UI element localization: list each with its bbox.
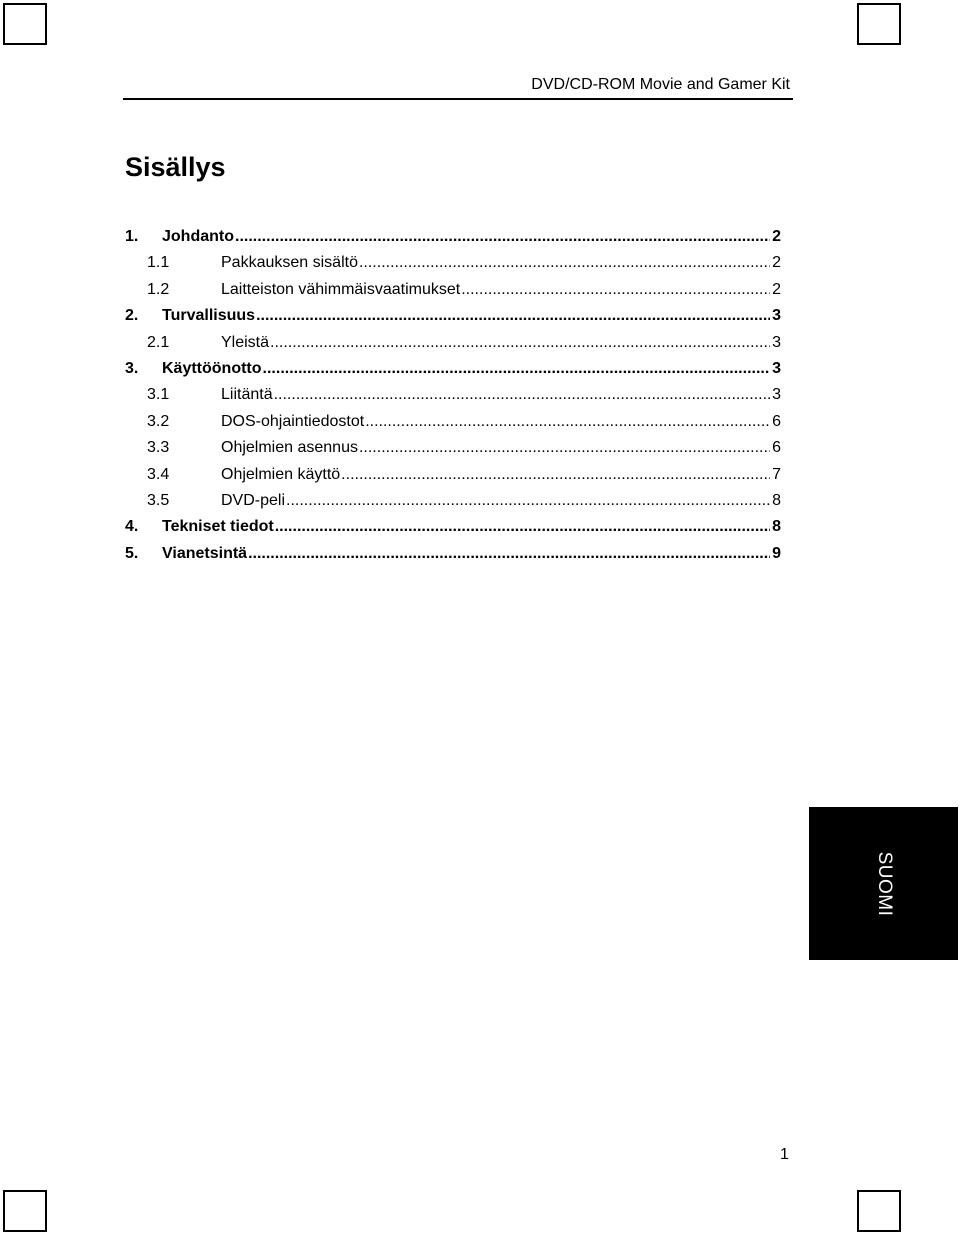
toc-dot-leader	[274, 382, 771, 408]
toc-entry-page: 7	[772, 465, 781, 483]
toc-entry[interactable]	[125, 277, 781, 303]
toc-entry[interactable]	[125, 250, 781, 276]
toc-entry-page: 2	[772, 228, 781, 245]
header-rule	[123, 98, 793, 100]
running-header-title: DVD/CD-ROM Movie and Gamer Kit	[531, 76, 790, 93]
toc-entry-page: 9	[772, 544, 781, 562]
language-thumb-tab	[809, 807, 958, 960]
crop-mark-top-right	[857, 3, 901, 45]
language-tab-label: SUOMI	[873, 851, 895, 916]
toc-entry-title: Käyttöönotto	[162, 359, 262, 377]
toc-entry-page: 6	[772, 439, 781, 457]
toc-dot-leader	[286, 488, 770, 514]
toc-entry-number: 3.5	[147, 491, 170, 509]
toc-entry-title: Vianetsintä	[162, 544, 248, 562]
page-number: 1	[780, 1146, 789, 1163]
toc-entry-title: Ohjelmien käyttö	[221, 465, 341, 483]
toc-entry-number: 5.	[125, 544, 139, 562]
toc-entry-page: 2	[772, 254, 781, 272]
toc-entry[interactable]	[125, 224, 781, 250]
toc-entry[interactable]	[125, 330, 781, 356]
toc-entry[interactable]	[125, 541, 781, 567]
toc-entry-number: 1.	[125, 228, 139, 245]
toc-entry[interactable]	[125, 409, 781, 435]
toc-entry-title: Laitteiston vähimmäisvaatimukset	[221, 280, 461, 298]
toc-dot-leader	[365, 409, 770, 435]
toc-dot-leader	[256, 303, 770, 329]
toc-entry[interactable]	[125, 356, 781, 382]
toc-entry-page: 2	[772, 280, 781, 298]
toc-entry-number: 3.4	[147, 465, 170, 483]
toc-dot-leader	[270, 330, 770, 356]
toc-entry[interactable]	[125, 514, 781, 540]
toc-entry-page: 8	[772, 491, 781, 509]
toc-entry[interactable]	[125, 462, 781, 488]
page-title: Sisällys	[125, 152, 226, 182]
toc-dot-leader	[248, 541, 770, 567]
toc-entry[interactable]	[125, 435, 781, 461]
toc-dot-leader	[341, 462, 770, 488]
toc-dot-leader	[359, 435, 770, 461]
toc-dot-leader	[275, 514, 770, 540]
toc-entry[interactable]	[125, 303, 781, 329]
toc-entry-number: 4.	[125, 518, 139, 536]
toc-entry-title: DOS-ohjaintiedostot	[221, 412, 365, 430]
toc-entry-number: 2.1	[147, 333, 170, 351]
crop-mark-bottom-right	[857, 1190, 901, 1232]
toc-entry[interactable]	[125, 382, 781, 408]
toc-entry-page: 6	[772, 412, 781, 430]
toc-entry-number: 1.2	[147, 280, 170, 298]
toc-entry-title: Liitäntä	[221, 386, 273, 404]
toc-entry-title: Ohjelmien asennus	[221, 439, 358, 457]
toc-entry-number: 3.	[125, 359, 139, 377]
toc-entry-title: Tekniset tiedot	[162, 518, 274, 536]
table-of-contents	[125, 224, 781, 567]
toc-entry-title: DVD-peli	[221, 491, 286, 509]
toc-entry-page: 3	[772, 333, 781, 351]
toc-entry-title: Yleistä	[221, 333, 270, 351]
toc-entry-title: Pakkauksen sisältö	[221, 254, 358, 272]
toc-entry-title: Turvallisuus	[162, 307, 256, 325]
toc-entry-number: 1.1	[147, 254, 170, 272]
crop-mark-bottom-left	[3, 1190, 47, 1232]
toc-dot-leader	[235, 224, 770, 250]
toc-entry-number: 3.2	[147, 412, 170, 430]
crop-mark-top-left	[3, 3, 47, 45]
toc-entry-number: 3.1	[147, 386, 170, 404]
toc-dot-leader	[263, 356, 771, 382]
toc-entry-number: 2.	[125, 307, 139, 325]
toc-entry-page: 8	[772, 518, 781, 536]
toc-dot-leader	[359, 250, 770, 276]
toc-entry[interactable]	[125, 488, 781, 514]
toc-entry-page: 3	[772, 386, 781, 404]
toc-entry-page: 3	[772, 359, 781, 377]
toc-entry-title: Johdanto	[162, 228, 234, 245]
toc-entry-number: 3.3	[147, 439, 170, 457]
toc-dot-leader	[461, 277, 770, 303]
toc-entry-page: 3	[772, 307, 781, 325]
